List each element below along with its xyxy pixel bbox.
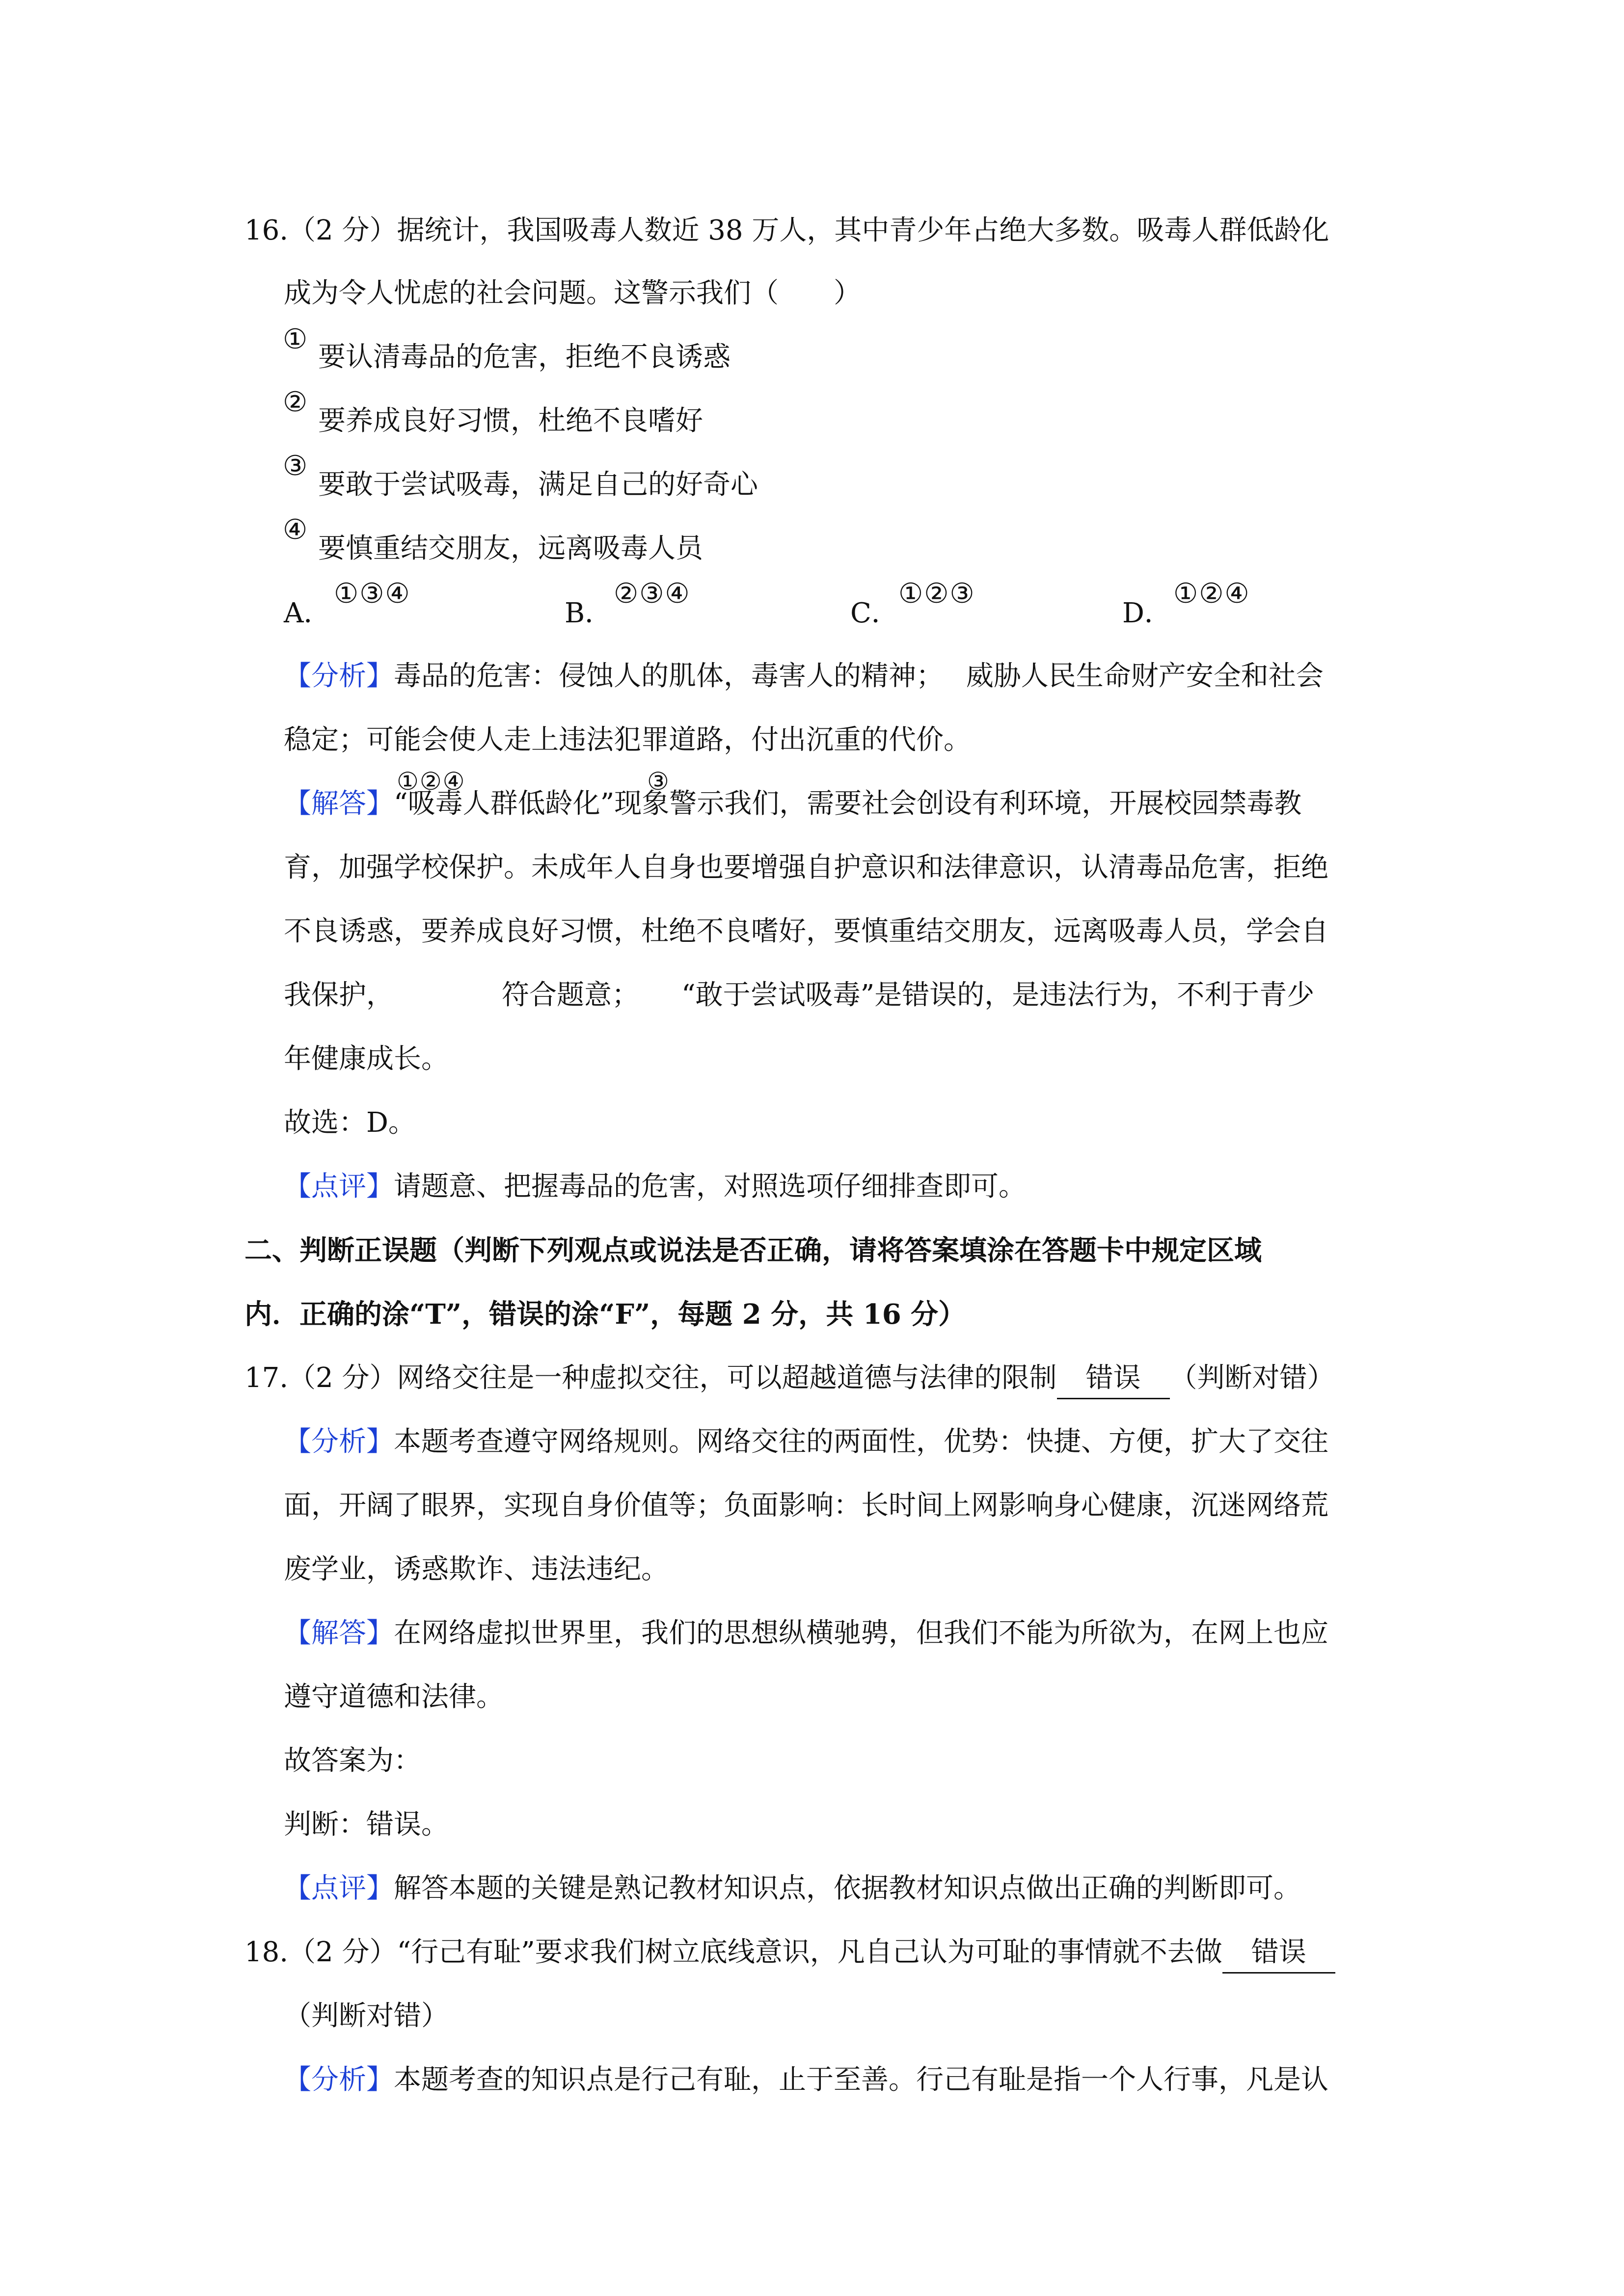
q18-stem-text: 18.（2 分）“行己有耻”要求我们树立底线意识，凡自己认为可耻的事情就不去做	[244, 1936, 1222, 1968]
q16-item-4-mark: ④	[283, 514, 309, 546]
q17-analysis-text1: 本题考查遵守网络规则。网络交往的两面性，优势：快捷、方便，扩大了交往	[394, 1426, 1328, 1458]
q18-analysis-text1: 本题考查的知识点是行己有耻，止于至善。行己有耻是指一个人行事，凡是认	[394, 2064, 1328, 2096]
q16-option-d-letter: D．	[1122, 597, 1172, 629]
q17-answer-line2: 遵守道德和法律。	[284, 1681, 504, 1713]
q17-suffix: （判断对错）	[1169, 1362, 1335, 1394]
q16-answer-mark-b: ③	[647, 767, 670, 796]
q16-answer-line4b: 符合题意；	[502, 979, 639, 1011]
q18-answer-blank: 错误	[1222, 1933, 1335, 1974]
q16-item-3-mark: ③	[283, 450, 309, 482]
q17-stem	[244, 1359, 1335, 1399]
q18-suffix: （判断对错）	[284, 2000, 449, 2032]
q17-comment-text: 解答本题的关键是熟记教材知识点，依据教材知识点做出正确的判断即可。	[394, 1872, 1301, 1904]
q17-answer-line1	[284, 1614, 1328, 1653]
q17-answer-line3: 故答案为：	[284, 1745, 421, 1777]
q16-comment-text: 请题意、把握毒品的危害，对照选项仔细排查即可。	[394, 1171, 1026, 1202]
q18-analysis-tag: 【分析】	[284, 2064, 394, 2096]
q16-answer-line1	[284, 784, 1301, 824]
q16-comment	[284, 1167, 1026, 1206]
q16-answer-line5: 年健康成长。	[284, 1043, 449, 1075]
q17-answer-blank: 错误	[1057, 1359, 1170, 1399]
section2-header-line1: 二、判断正误题（判断下列观点或说法是否正确，请将答案填涂在答题卡中规定区域	[244, 1234, 1262, 1267]
q16-stem-line1: 16.（2 分）据统计，我国吸毒人数近 38 万人，其中青少年占绝大多数。吸毒人群低龄化	[244, 214, 1329, 246]
q16-item-2-mark: ②	[283, 386, 309, 418]
q16-answer-tag: 【解答】	[284, 788, 394, 820]
q16-option-b-letter: B．	[565, 597, 613, 629]
q16-answer-line3: 不良诱惑，要养成良好习惯，杜绝不良嗜好，要慎重结交朋友，远离吸毒人员，学会自	[284, 915, 1328, 947]
q16-option-a-letter: A．	[284, 597, 331, 629]
q16-answer-line4c: “敢于尝试吸毒”是错误的，是违法行为，不利于青少	[681, 979, 1315, 1011]
q16-choice: 故选：D。	[284, 1107, 416, 1139]
q17-comment-tag: 【点评】	[284, 1872, 394, 1904]
q16-analysis-tag: 【分析】	[284, 660, 394, 692]
q16-answer-mark-a: ①②④	[397, 767, 466, 796]
q16-answer-line4a: 我保护，	[284, 979, 394, 1011]
q16-analysis-text1: 毒品的危害：侵蚀人的肌体，毒害人的精神； 威胁人民生命财产安全和社会	[394, 660, 1324, 692]
q17-answer-tag: 【解答】	[284, 1617, 394, 1649]
section2-header-line2: 内．正确的涂“T”，错误的涂“F”，每题 2 分，共 16 分）	[244, 1298, 966, 1331]
q17-analysis-line3: 废学业，诱惑欺诈、违法违纪。	[284, 1553, 669, 1585]
q16-comment-tag: 【点评】	[284, 1171, 394, 1202]
q16-stem-line2: 成为令人忧虑的社会问题。这警示我们（ ）	[284, 277, 861, 309]
q18-analysis-line1	[284, 2060, 1328, 2100]
q16-option-c-value: ①②③	[898, 578, 975, 610]
q16-item-4-text: 要慎重结交朋友，远离吸毒人员	[318, 533, 703, 564]
q17-comment	[284, 1869, 1301, 1908]
q16-analysis-line2: 稳定；可能会使人走上违法犯罪道路，付出沉重的代价。	[284, 724, 971, 756]
q16-analysis-line1	[284, 657, 1324, 696]
q17-analysis-line1	[284, 1422, 1328, 1462]
q17-answer-text1: 在网络虚拟世界里，我们的思想纵横驰骋，但我们不能为所欲为，在网上也应	[394, 1617, 1328, 1649]
q16-item-1-mark: ①	[283, 323, 309, 355]
q16-option-b-value: ②③④	[614, 578, 691, 610]
q16-item-3-text: 要敢于尝试吸毒，满足自己的好奇心	[318, 469, 758, 501]
q16-option-c-letter: C．	[850, 597, 899, 629]
q17-analysis-line2: 面，开阔了眼界，实现自身价值等；负面影响：长时间上网影响身心健康，沉迷网络荒	[284, 1490, 1328, 1522]
q17-stem-text: 17.（2 分）网络交往是一种虚拟交往，可以超越道德与法律的限制	[244, 1362, 1057, 1394]
q17-analysis-tag: 【分析】	[284, 1426, 394, 1458]
q17-answer-line4: 判断：错误。	[284, 1809, 449, 1841]
q16-item-2-text: 要养成良好习惯，杜绝不良嗜好	[318, 405, 703, 437]
q16-item-1-text: 要认清毒品的危害，拒绝不良诱惑	[318, 341, 731, 373]
q18-stem	[244, 1933, 1335, 1974]
q16-answer-line2: 育，加强学校保护。未成年人自身也要增强自护意识和法律意识，认清毒品危害，拒绝	[284, 852, 1328, 883]
q16-option-d-value: ①②④	[1173, 578, 1250, 610]
q16-answer-text1: “吸毒人群低龄化”现象警示我们，需要社会创设有利环境，开展校园禁毒教	[394, 788, 1302, 820]
q16-option-a-value: ①③④	[334, 578, 411, 610]
